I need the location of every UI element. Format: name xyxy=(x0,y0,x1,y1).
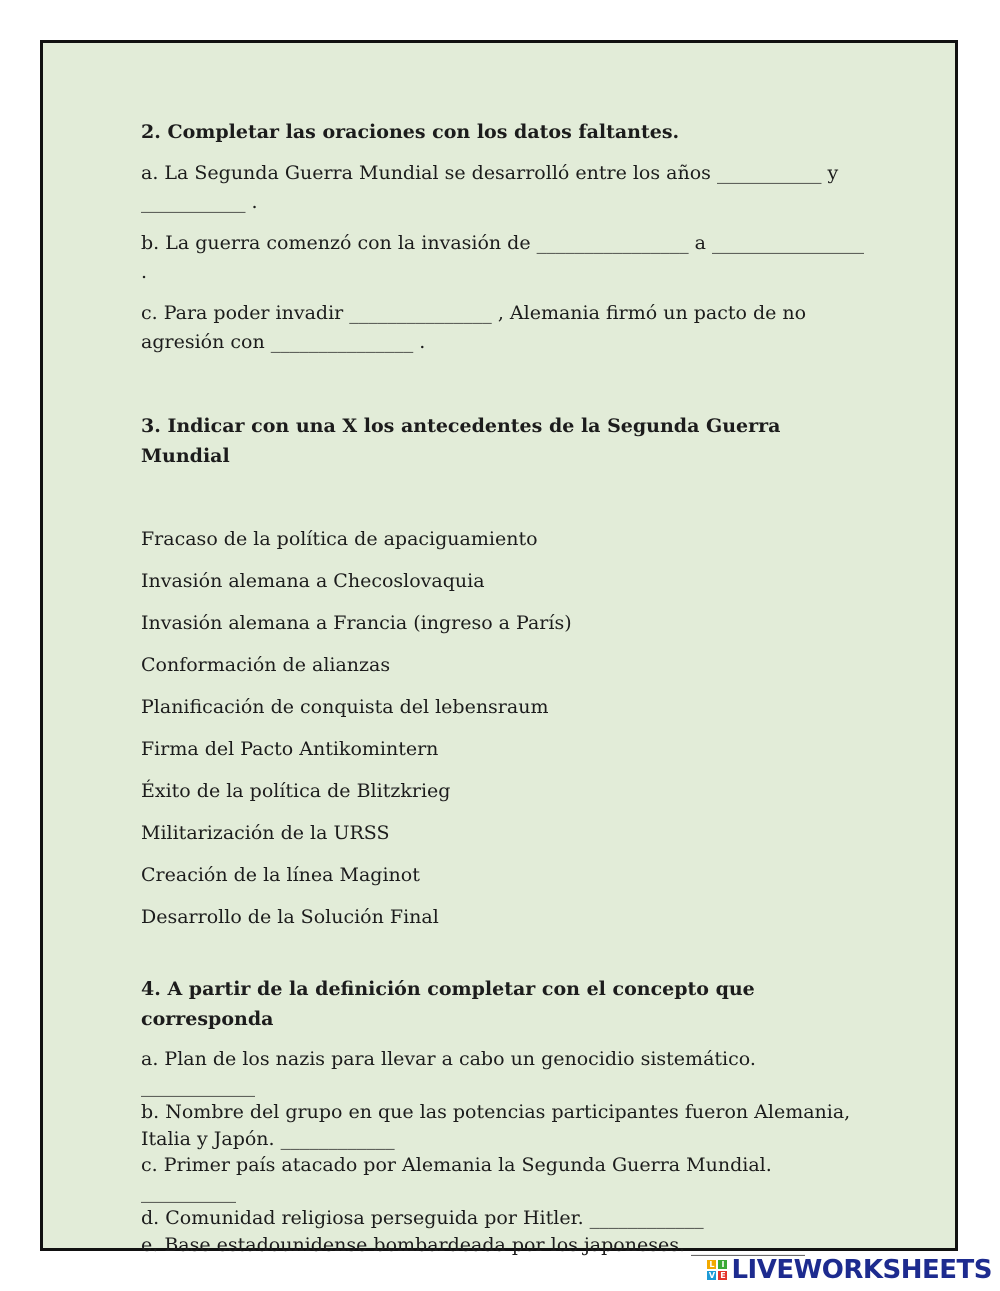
worksheet-content xyxy=(141,117,871,1258)
worksheet-frame xyxy=(40,40,958,1256)
list-item: Éxito de la política de Blitzkrieg xyxy=(141,780,451,802)
list-item: Firma del Pacto Antikomintern xyxy=(141,738,439,760)
definition-line: e. Base estadounidense bombardeada por los japoneses. ____________ xyxy=(141,1233,806,1256)
section-4-definitions xyxy=(141,1046,871,1258)
list-item: Militarización de la URSS xyxy=(141,822,390,844)
section-2-sentence-b: b. La guerra comenzó con la invasión de ________________ a ________________ . xyxy=(141,232,865,283)
list-item: Conformación de alianzas xyxy=(141,654,391,676)
list-item: Planificación de conquista del lebensraum xyxy=(141,696,549,718)
logo-text: LIVEWORKSHEETS xyxy=(731,1255,992,1285)
section-2-sentence-a-line2: ___________ . xyxy=(141,191,258,213)
section-4-title-line2: corresponda xyxy=(141,1008,274,1030)
definition-line: b. Nombre del grupo en que las potencias participantes fueron Alemania, xyxy=(141,1101,851,1123)
logo-mark-letter: V xyxy=(708,1271,716,1280)
logo-mark-letter: I xyxy=(718,1260,727,1269)
list-item: Desarrollo de la Solución Final xyxy=(141,906,439,928)
section-4-title-line1: 4. A partir de la definición completar con el concepto que xyxy=(141,978,755,1000)
section-2-title: 2. Completar las oraciones con los datos faltantes. xyxy=(141,121,680,143)
list-item: Invasión alemana a Checoslovaquia xyxy=(141,570,485,592)
list-item: Creación de la línea Maginot xyxy=(141,864,420,886)
logo-mark-icon xyxy=(707,1260,727,1280)
logo-mark-letter: E xyxy=(720,1271,726,1280)
definition-line: d. Comunidad religiosa perseguida por Hitler. ____________ xyxy=(141,1207,704,1229)
section-2-sentence-c-line1: c. Para poder invadir _______________ , Alemania firmó un pacto de no xyxy=(141,302,807,324)
logo-mark-letter: L xyxy=(709,1260,715,1269)
section-3-list xyxy=(141,525,871,932)
liveworksheets-logo xyxy=(707,1255,992,1285)
section-3-title: 3. Indicar con una X los antecedentes de la Segunda Guerra Mundial xyxy=(141,415,781,467)
definition-line: c. Primer país atacado por Alemania la Segunda Guerra Mundial. __________ xyxy=(141,1154,772,1203)
list-item: Invasión alemana a Francia (ingreso a París) xyxy=(141,612,572,634)
list-item: Fracaso de la política de apaciguamiento xyxy=(141,528,538,550)
section-2-sentence-a-line1: a. La Segunda Guerra Mundial se desarrolló entre los años ___________ y xyxy=(141,162,839,184)
definition-line: Italia y Japón. ____________ xyxy=(141,1127,395,1150)
section-2-sentence-c-line2: agresión con _______________ . xyxy=(141,331,426,353)
definition-line: a. Plan de los nazis para llevar a cabo un genocidio sistemático. ____________ xyxy=(141,1048,756,1097)
